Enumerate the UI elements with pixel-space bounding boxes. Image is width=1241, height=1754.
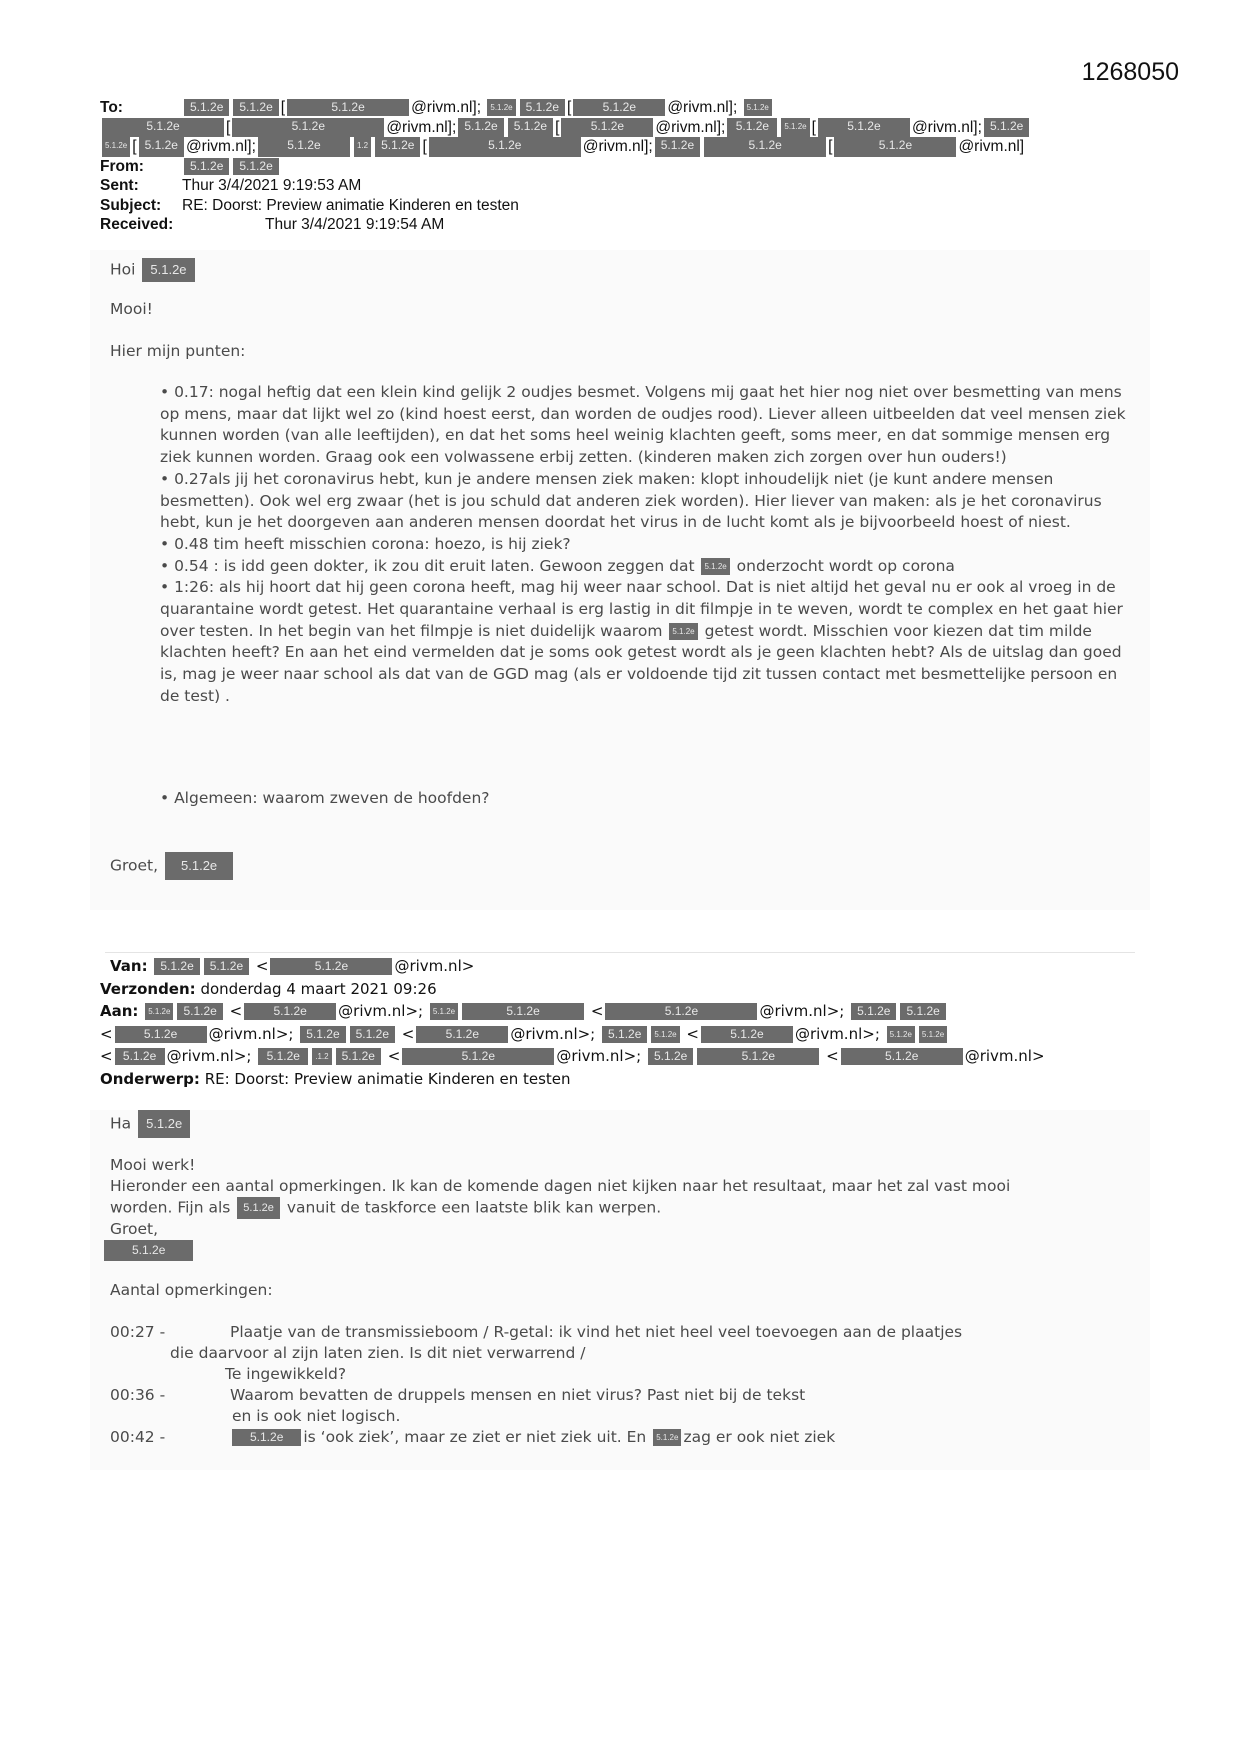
redaction: 5.1.2e <box>487 99 515 116</box>
van-row: Van: 5.1.2e 5.1.2e < 5.1.2e @rivm.nl> <box>110 957 475 975</box>
redaction: 5.1.2e <box>648 1048 693 1065</box>
redaction: 5.1.2e <box>653 1429 681 1446</box>
redaction: 5.1.2e <box>841 1048 963 1065</box>
redaction: 5.1.2e <box>177 1003 222 1020</box>
redaction: 5.1.2e <box>102 137 130 157</box>
document-number: 1268050 <box>1081 58 1179 86</box>
to-row-3: 5.1.2e [ 5.1.2e @rivm.nl]; 5.1.2e 1.2 5.1.2e [ 5.1.2e @rivm.nl]; 5.1.2e 5.1.2e [ 5.1.2e @rivm.nl] <box>100 137 1100 157</box>
domain-text: @rivm.nl]; <box>655 118 726 136</box>
domain-text: @rivm.nl]; <box>911 118 982 136</box>
remark-text: Waarom bevatten de druppels mensen en niet virus? Past niet bij de tekst <box>230 1386 806 1404</box>
redaction: 5.1.2e <box>573 99 665 116</box>
redaction: 5.1.2e <box>184 99 229 116</box>
remarks-title: Aantal opmerkingen: <box>110 1281 273 1299</box>
redaction: 5.1.2e <box>336 1048 381 1065</box>
redaction: 5.1.2e <box>139 137 184 157</box>
bullet-text: • 0.54 : is idd geen dokter, ik zou dit eruit laten. Gewoon zeggen dat <box>160 556 695 575</box>
onderwerp-row <box>100 1068 1140 1091</box>
bullet-027: • 0.27als jij het coronavirus hebt, kun je andere mensen ziek maken: klopt inhoudelijk niet (je kunt andere mensen besmetten). Ook wel erg zwaar (het is jou schuld dat anderen ziek worden). Hier liever van maken: als je het coronavirus hebt, kun je het doorgeven aan anderen mensen doordat het virus in de lucht komt als je bijvoorbeeld hoest of niest. <box>160 469 1102 532</box>
redaction: 5.1.2e <box>651 1026 679 1043</box>
redaction: 5.1.2e <box>115 1026 207 1043</box>
redaction: 5.1.2e <box>919 1026 947 1043</box>
sent-row <box>100 176 1100 196</box>
subject-label: Subject: <box>100 196 162 214</box>
redaction: 5.1.2e <box>900 1003 945 1020</box>
redaction: 5.1.2e <box>697 1048 819 1065</box>
aan-label: Aan: <box>100 1002 139 1020</box>
redaction: 5.1.2e <box>300 1026 345 1043</box>
email-header-1 <box>100 98 1100 235</box>
domain-text: @rivm.nl> <box>964 1047 1045 1065</box>
signature <box>102 1240 1130 1261</box>
redaction: 5.1.2e <box>430 1003 458 1020</box>
redaction: 5.1.2e <box>102 118 224 138</box>
aan-row-3: < 5.1.2e @rivm.nl>; 5.1.2e .1.2 5.1.2e < 5.1.2e @rivm.nl>; 5.1.2e 5.1.2e < 5.1.2e @rivm.nl> <box>100 1047 1045 1065</box>
redaction: 5.1.2e <box>818 118 910 138</box>
redaction: 5.1.2e <box>744 99 772 116</box>
redaction: 5.1.2e <box>142 258 194 282</box>
domain-text: @rivm.nl>; <box>510 1024 596 1043</box>
closing-text: Groet, <box>110 856 159 875</box>
domain-text: @rivm.nl] <box>958 138 1025 155</box>
redaction: 5.1.2e <box>350 1026 395 1043</box>
redaction: 5.1.2e <box>244 1003 336 1020</box>
redaction: 5.1.2e <box>232 1429 301 1446</box>
remark-text: is ‘ook ziek’, maar ze ziet er niet ziek uit. En <box>303 1428 647 1446</box>
redaction: 5.1.2e <box>184 158 229 175</box>
domain-text: @rivm.nl>; <box>208 1024 294 1043</box>
domain-text: @rivm.nl>; <box>556 1047 642 1065</box>
redaction: 5.1.2e <box>204 958 249 975</box>
redaction: 5.1.2e <box>115 1048 165 1065</box>
remark-0027 <box>110 1322 1140 1385</box>
redaction: 5.1.2e <box>887 1026 915 1043</box>
greeting-text: Ha <box>110 1114 132 1133</box>
text: vanuit de taskforce een laatste blik kan werpen. <box>286 1198 662 1217</box>
verzonden-row <box>100 978 1140 1001</box>
redaction: 5.1.2e <box>508 118 553 138</box>
redaction: 5.1.2e <box>154 958 199 975</box>
text: worden. Fijn als <box>110 1198 231 1217</box>
bullet-126 <box>160 577 1140 707</box>
redaction: 5.1.2e <box>669 623 697 640</box>
redaction: .1.2 <box>312 1048 331 1065</box>
to-label: To: <box>100 99 123 116</box>
redaction: 5.1.2e <box>270 958 392 975</box>
redaction: 5.1.2e <box>145 1003 173 1020</box>
bullet-text: onderzocht wordt op corona <box>736 556 955 575</box>
redaction: 5.1.2e <box>375 137 420 157</box>
redaction: 1.2 <box>354 137 371 157</box>
redaction: 5.1.2e <box>834 137 956 157</box>
onderwerp-value: RE: Doorst: Preview animatie Kinderen en testen <box>204 1069 571 1088</box>
received-label: Received: <box>100 216 174 233</box>
domain-text: @rivm.nl]; <box>411 99 482 116</box>
redaction: 5.1.2e <box>561 118 653 138</box>
redaction: 5.1.2e <box>429 137 581 157</box>
sent-value: Thur 3/4/2021 9:19:53 AM <box>182 177 362 194</box>
redaction: 5.1.2e <box>233 99 278 116</box>
onderwerp-label: Onderwerp: <box>100 1069 200 1088</box>
redaction: 5.1.2e <box>233 158 278 175</box>
message-2-body <box>110 1155 1130 1261</box>
to-row-2: 5.1.2e [ 5.1.2e @rivm.nl]; 5.1.2e 5.1.2e [ 5.1.2e @rivm.nl]; 5.1.2e 5.1.2e [ 5.1.2e @rivm.nl]; 5.1.2e <box>100 118 1100 138</box>
bullet-general: • Algemeen: waarom zweven de hoofden? <box>160 789 490 807</box>
remark-0036 <box>110 1385 1140 1427</box>
van-label: Van: <box>110 957 148 975</box>
redaction: 5.1.2e <box>851 1003 896 1020</box>
verzonden-label: Verzonden: <box>100 979 196 998</box>
domain-text: @rivm.nl]; <box>582 138 653 155</box>
domain-text: @rivm.nl>; <box>759 1002 845 1020</box>
from-label: From: <box>100 157 144 175</box>
domain-text: @rivm.nl]; <box>185 138 256 155</box>
redaction: 5.1.2e <box>237 1197 280 1219</box>
received-value: Thur 3/4/2021 9:19:54 AM <box>265 216 445 233</box>
greeting-2 <box>110 1110 1130 1138</box>
redaction: 5.1.2e <box>605 1003 757 1020</box>
greeting-1 <box>110 258 197 282</box>
timestamp: 00:27 - <box>110 1323 166 1341</box>
bullet-048: • 0.48 tim heeft misschien corona: hoezo, is hij ziek? <box>160 534 571 553</box>
email-header-2 <box>100 955 1140 1090</box>
bullet-054 <box>160 556 1140 578</box>
domain-text: @rivm.nl> <box>394 957 475 975</box>
to-row: To: 5.1.2e 5.1.2e [ 5.1.2e @rivm.nl]; 5.1.2e 5.1.2e [ 5.1.2e @rivm.nl]; 5.1.2e <box>100 98 1100 118</box>
redaction: 5.1.2e <box>232 118 384 138</box>
remark-text: Plaatje van de transmissieboom / R-getal: ik vind het niet heel veel toevoegen aan de plaatjes <box>230 1323 963 1341</box>
sent-label: Sent: <box>100 177 139 194</box>
redaction: 5.1.2e <box>138 1110 190 1138</box>
redaction: 5.1.2e <box>727 118 777 138</box>
redaction: 5.1.2e <box>104 1240 193 1261</box>
redaction: 5.1.2e <box>984 118 1029 138</box>
domain-text: @rivm.nl>; <box>166 1047 252 1065</box>
domain-text: @rivm.nl]; <box>667 99 738 116</box>
redaction: 5.1.2e <box>781 118 809 138</box>
redaction: 5.1.2e <box>258 1048 308 1065</box>
redaction: 5.1.2e <box>602 1026 647 1043</box>
remark-text: zag er ook niet ziek <box>683 1428 836 1446</box>
aan-row: Aan: 5.1.2e 5.1.2e < 5.1.2e @rivm.nl>; 5.1.2e 5.1.2e < 5.1.2e @rivm.nl>; 5.1.2e 5.1.2e <box>100 1000 1140 1023</box>
subject-value: RE: Doorst: Preview animatie Kinderen en testen <box>182 196 519 214</box>
domain-text: @rivm.nl>; <box>338 1002 424 1020</box>
redaction: 5.1.2e <box>416 1026 508 1043</box>
bullet-text: getest wordt. Misschien voor kiezen dat tim milde klachten heeft? En aan het eind vermelden dat je soms ook getest wordt als je geen klachten hebt? Als de uitslag dan goed is, mag je weer naar school als dat van de GGD mag (als er voldoende tijd zit tussen contact met besmettelijke persoon en de test) . <box>160 621 1122 705</box>
remark-text: Te ingewikkeld? <box>225 1365 347 1383</box>
remark-text: die daarvoor al zijn laten zien. Is dit niet verwarrend / <box>170 1344 586 1362</box>
redaction: 5.1.2e <box>458 118 503 138</box>
timestamp: 00:42 - <box>110 1428 166 1446</box>
redaction: 5.1.2e <box>701 1026 793 1043</box>
redaction: 5.1.2e <box>258 137 350 157</box>
remark-text: en is ook niet logisch. <box>232 1407 401 1425</box>
redaction: 5.1.2e <box>655 137 700 157</box>
line-opmerkingen: Hieronder een aantal opmerkingen. Ik kan de komende dagen niet kijken naar het resultaat, maar het zal vast mooi <box>110 1177 1011 1195</box>
redaction: 5.1.2e <box>701 558 729 575</box>
domain-text: @rivm.nl>; <box>794 1024 880 1043</box>
greeting-text: Hoi <box>110 260 136 279</box>
bullet-text: • 1:26: als hij hoort dat hij geen corona heeft, mag hij weer naar school. Dat is niet altijd het geval nu er ook al vroeg in de quarantaine wordt getest. Het quarantaine verhaal is erg lastig in dit filmpje in te weven, wordt te complex en het gaat hier over testen. In het begin van het filmpje is niet duidelijk waarom <box>160 578 1123 640</box>
separator <box>105 952 1135 953</box>
redaction: 5.1.2e <box>287 99 409 116</box>
subject-row <box>100 196 1100 216</box>
bullet-017: • 0.17: nogal heftig dat een klein kind gelijk 2 oudjes besmet. Volgens mij gaat het hier nog niet over besmetting van mens op mens, maar dat lijkt wel zo (kind hoest eerst, dan worden de oudjes rood). Liever alleen uitbeelden dat veel mensen ziek kunnen worden (van alle leeftijden), en dat het soms heel weinig klachten geeft, soms meer, en dat sommige mensen erg ziek kunnen worden. Graag ook een volwassene erbij zetten. (kinderen maken zich zorgen over hun ouders!) <box>160 383 1126 467</box>
redaction: 5.1.2e <box>402 1048 554 1065</box>
domain-text: @rivm.nl]; <box>386 118 457 136</box>
line-taskforce <box>110 1197 1130 1219</box>
line-mooi: Mooi! <box>110 300 153 318</box>
bullet-list <box>160 382 1140 708</box>
closing-text: Groet, <box>110 1220 159 1238</box>
remark-0042 <box>110 1427 1140 1448</box>
received-row <box>100 215 1100 235</box>
line-mooi-werk: Mooi werk! <box>110 1156 196 1174</box>
redaction: 5.1.2e <box>704 137 826 157</box>
aan-row-2: < 5.1.2e @rivm.nl>; 5.1.2e 5.1.2e < 5.1.2e @rivm.nl>; 5.1.2e 5.1.2e < 5.1.2e @rivm.nl>; 5.1.2e 5.1.2e <box>100 1023 1140 1046</box>
line-punten: Hier mijn punten: <box>110 342 246 360</box>
redaction: 5.1.2e <box>462 1003 584 1020</box>
redaction: 5.1.2e <box>520 99 565 116</box>
verzonden-value: donderdag 4 maart 2021 09:26 <box>200 979 437 998</box>
from-row <box>100 157 1100 177</box>
redaction: 5.1.2e <box>165 852 233 880</box>
timestamp: 00:36 - <box>110 1386 166 1404</box>
closing-1 <box>110 852 235 880</box>
